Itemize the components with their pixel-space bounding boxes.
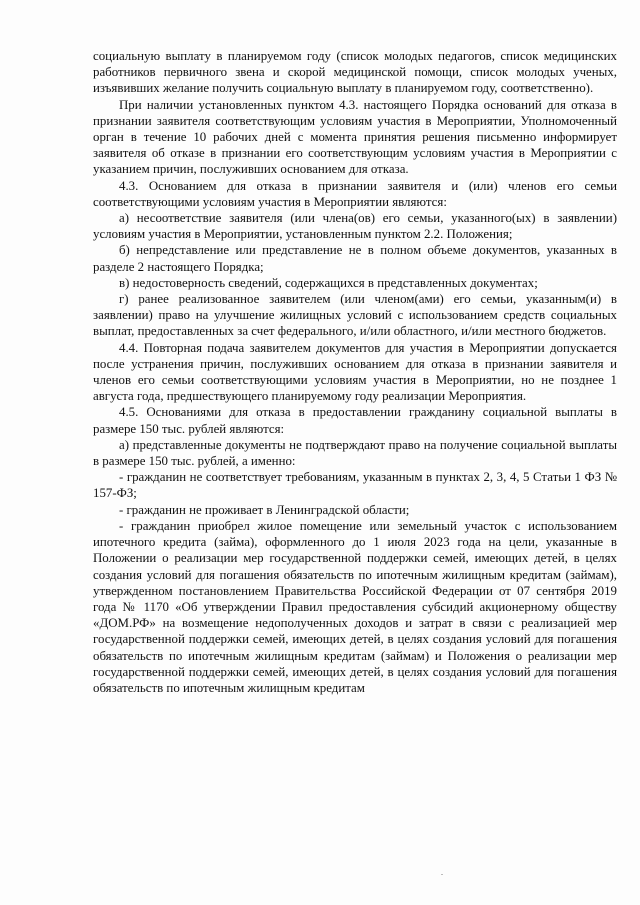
paragraph-4-3-a: а) несоответствие заявителя (или члена(ов) его семьи, указанного(ых) в заявлении) условиям участия в Мероприятии, установленным пунктом 2.2. Положения; bbox=[93, 211, 617, 242]
paragraph-4-3-b: б) непредставление или представление не в полном объеме документов, указанных в разделе 2 настоящего Порядка; bbox=[93, 243, 617, 274]
paragraph-4-5-a: а) представленные документы не подтверждают право на получение социальной выплаты в размере 150 тыс. рублей, а именно: bbox=[93, 437, 617, 469]
paragraph-4-3-g: г) ранее реализованное заявителем (или членом(ами) его семьи, указанным(и) в заявлении) право на улучшение жилищных условий с использованием средств социальных выплат, предоставленных за счет федерального, и/или областного, и/или местного бюджетов. bbox=[93, 292, 617, 339]
paragraph-4-3-v: в) недостоверность сведений, содержащихся в представленных документах; bbox=[119, 275, 538, 290]
paragraph-bullet-residence: - гражданин не проживает в Ленинградской области; bbox=[119, 502, 410, 517]
scan-speck bbox=[441, 874, 443, 875]
paragraph-refusal-notice: При наличии установленных пунктом 4.3. настоящего Порядка оснований для отказа в признании заявителя соответствующим условиям участия в Мероприятии, Уполномоченный орган в течение 10 рабочих дней с момента принятия решения письменно информирует заявителя об отказе в признании его соответствующим условиям участия в Мероприятии с указанием причин, послуживших основанием для отказа. bbox=[93, 97, 617, 177]
document-body bbox=[93, 48, 617, 696]
paragraph-continuation: социальную выплату в планируемом году (список молодых педагогов, список медицинских работников первичного звена и скорой медицинской помощи, список молодых ученых, изъявивших желание получить социальную выплату в планируемом году, соответственно). bbox=[93, 49, 617, 96]
paragraph-bullet-requirements: - гражданин не соответствует требованиям, указанным в пунктах 2, 3, 4, 5 Статьи 1 ФЗ № 157-ФЗ; bbox=[93, 470, 617, 501]
paragraph-bullet-mortgage: - гражданин приобрел жилое помещение или земельный участок с использованием ипотечного кредита (займа), оформленного до 1 июля 2023 года на цели, указанные в Положении о реализации мер государственной поддержки семей, имеющих детей, в целях создания условий для погашения обязательств по ипотечным жилищным кредитам (займам), утвержденном постановлением Правительства Российской Федерации от 07 сентября 2019 года № 1170 «Об утверждении Правил предоставления субсидий акционерному обществу «ДОМ.РФ» на возмещение недополученных доходов и затрат в связи с реализацией мер государственной поддержки семей, имеющих детей, в целях создания условий для погашения обязательств по ипотечным жилищным кредитам (займам) и Положения о реализации мер государственной поддержки семей, имеющих детей, в целях создания условий для погашения обязательств по ипотечным жилищным кредитам bbox=[93, 518, 617, 695]
paragraph-4-5: 4.5. Основаниями для отказа в предоставлении гражданину социальной выплаты в размере 150 тыс. рублей являются: bbox=[93, 405, 617, 436]
paragraph-4-4: 4.4. Повторная подача заявителем документов для участия в Мероприятии допускается после устранения причин, послуживших основанием для отказа в признании заявителя и членов его семьи соответствующими условиям участия в Мероприятии, но не позднее 1 августа года, предшествующего планируемому году реализации Мероприятия. bbox=[93, 340, 617, 404]
paragraph-4-3: 4.3. Основанием для отказа в признании заявителя и (или) членов его семьи соответствующими условиям участия в Мероприятии являются: bbox=[93, 178, 617, 209]
